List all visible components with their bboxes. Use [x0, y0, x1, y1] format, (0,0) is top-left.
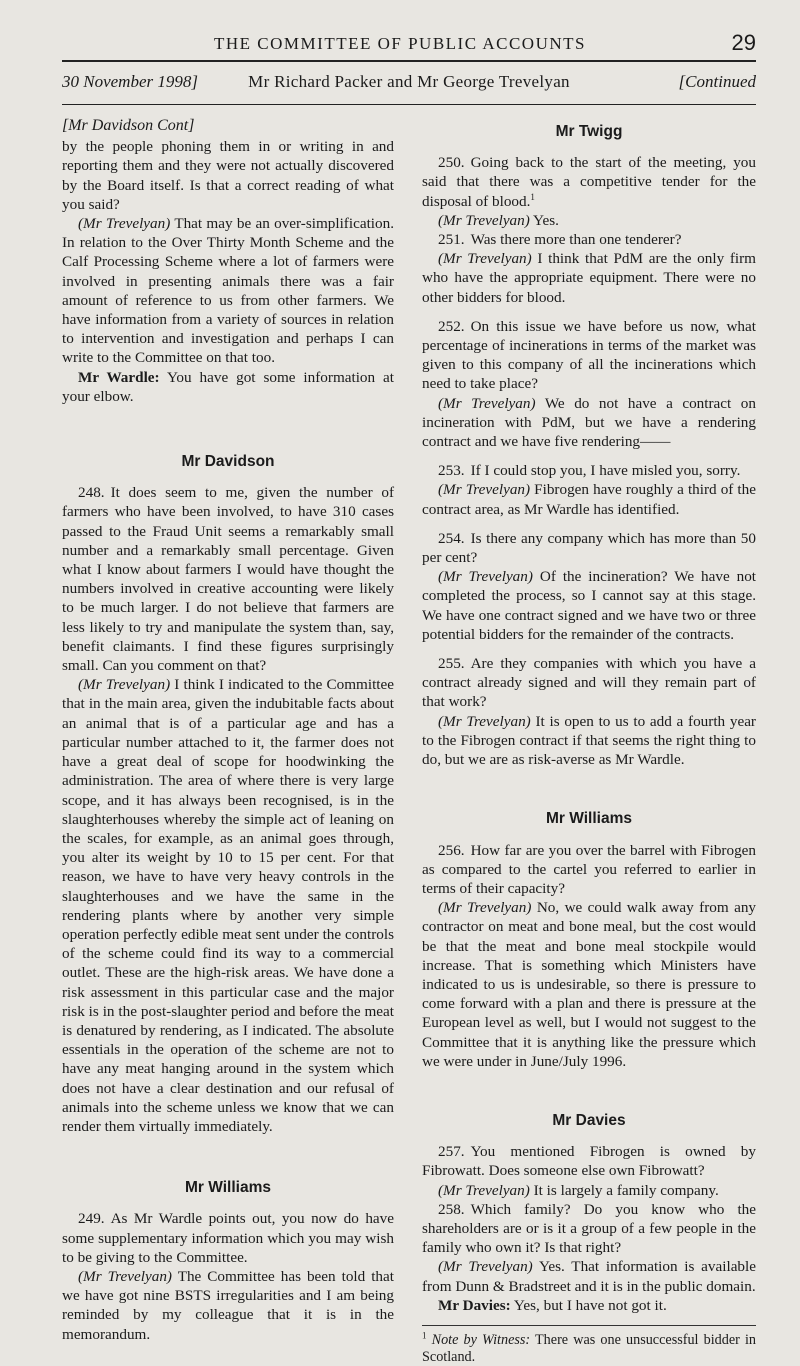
statement-paragraph: [422, 1296, 756, 1315]
question-text: On this issue we have before us now, what percentage of incinerations in terms of the market was given to this company of all the incinerations which need to take place?: [422, 317, 756, 393]
answer-paragraph: [422, 567, 756, 644]
footnote-rule: [422, 1325, 756, 1326]
answer-paragraph: [422, 1257, 756, 1295]
question-number: 252.: [438, 317, 465, 335]
answer-paragraph: [422, 898, 756, 1071]
question-paragraph: [422, 1142, 756, 1180]
session-date: 30 November 1998]: [62, 72, 198, 91]
answer-text: I think I indicated to the Committee that in the main area, given the indubitable facts about an animal that is of a particular age and has a particular number attached to it, the farmer does not have a great deal of scope for hoodwinking the administration. The area of where there is very large scope, and it has always been recognised, is in the slaughterhouses whereby the simple act of leaning on the scales, for example, as an animal goes through, you alter its weight by 10 to 15 per cent. For that reason, we have to have very heavy controls in the slaughterhouses and we have the same in the rendering plants where by another very simple operation perfectly edible meat sent under the controls of the scheme could find its way to a commercial outlet. These are the high-risk areas. We have done a risk assessment in this particular case and the major risk is in the post-slaughter period and before the meat is denatured by rendering, as I indicated. The absolute essentials in the operation of the scheme are not to have any meat hanging around in the system which does not have a clear destination and our refusal of animals into the scheme unless we know that we can render them virtually immediately.: [62, 676, 394, 1135]
speaker: (Mr Trevelyan): [438, 481, 531, 499]
question-number: 257.: [438, 1143, 465, 1161]
speaker: (Mr Trevelyan): [78, 1267, 172, 1285]
speaker: (Mr Trevelyan): [438, 568, 533, 586]
question-number: 258.: [438, 1200, 465, 1218]
continued-label: [Continued: [678, 72, 756, 91]
speaker: (Mr Trevelyan): [438, 899, 532, 917]
question-paragraph: [62, 1209, 394, 1267]
answer-text: It is largely a family company.: [533, 1181, 719, 1199]
speaker-heading: Mr Williams: [546, 810, 632, 828]
answer-text: Yes.: [533, 211, 559, 229]
question-number: 256.: [438, 841, 465, 859]
speaker: Mr Davies:: [438, 1296, 511, 1314]
answer-paragraph: [422, 249, 756, 307]
paragraph: by the people phoning them in or writing in and reporting them and they were not actually discovered by the Board itself. Is that a correct reading of what you said?: [62, 138, 394, 213]
speaker: (Mr Trevelyan): [78, 215, 171, 233]
speaker-heading: Mr Twigg: [555, 123, 623, 140]
answer-text: Fibrogen have roughly a third of the contract area, as Mr Wardle has identified.: [422, 481, 756, 518]
question-paragraph: [422, 461, 756, 480]
question-paragraph: [422, 230, 756, 249]
continuation-label: [Mr Davidson Cont]: [62, 117, 195, 134]
answer-text: That may be an over-simplification. In relation to the Over Thirty Month Scheme and the Calf Processing Scheme where a lot of farmers were involved in presenting animals there was a fair amount of reference to us from other farmers. We have information from a variety of sources in relation to intervention and investigation and perhaps I can write to the Committee on that too.: [62, 215, 394, 367]
speaker: (Mr Trevelyan): [438, 1181, 530, 1199]
question-number: 249.: [78, 1210, 105, 1228]
question-text: As Mr Wardle points out, you now do have some supplementary information which you may wish to be giving to the Committee.: [62, 1210, 394, 1266]
question-text: Going back to the start of the meeting, you said that there was a competitive tender for the disposal of blood.: [422, 154, 756, 210]
page-number: 29: [731, 30, 756, 55]
speaker: (Mr Trevelyan): [438, 1258, 533, 1276]
question-number: 248.: [78, 484, 105, 502]
answer-text: No, we could walk away from any contractor on meat and bone meal, but the cost would be that the meat and bone meal stockpile would increase. That is something which Ministers have indicated to us is undesirable, so there is pressure to come forward with a plan and there is pressure at the European level as well, but I would not suggest to the Committee that it is anything like the pressure which we were under in June/July 1996.: [422, 899, 757, 1070]
speaker-heading: Mr Davies: [552, 1111, 626, 1129]
answer-paragraph: [422, 211, 756, 230]
answer-paragraph: [422, 394, 756, 452]
speaker: Mr Wardle:: [78, 368, 160, 386]
footnote-label: Note by Witness:: [431, 1331, 531, 1348]
speaker: (Mr Trevelyan): [438, 211, 530, 229]
answer-paragraph: [422, 480, 756, 518]
question-number: 254.: [438, 529, 465, 547]
statement-paragraph: [62, 368, 394, 406]
question-text: Are they companies with which you have a contract already signed and will they remain part of that work?: [422, 655, 756, 711]
answer-paragraph: [422, 1181, 756, 1200]
question-number: 255.: [438, 655, 465, 673]
answer-text: The Committee has been told that we have got nine BSTS irregularities and I am being reminded by my colleague that it is in the memorandum.: [62, 1267, 394, 1343]
speaker: (Mr Trevelyan): [438, 394, 536, 412]
statement-text: You have got some information at your elbow.: [62, 368, 394, 405]
question-paragraph: [422, 1200, 756, 1258]
question-text: Was there more than one tenderer?: [470, 231, 682, 249]
answer-text: I think that PdM are the only firm who have the appropriate equipment. There were no other bidders for blood.: [422, 250, 756, 306]
statement-text: Yes, but I have not got it.: [513, 1296, 667, 1314]
question-text: Is there any company which has more than 50 per cent?: [422, 529, 756, 567]
footnote-marker: 1: [422, 1330, 427, 1341]
footnote-text: There was one unsuccessful bidder in Scotland.: [422, 1331, 757, 1365]
answer-text: Of the incineration? We have not completed the process, so I cannot say at this stage. We have one contract signed and we have two or three potential bidders for the remainder of the contracts.: [422, 568, 757, 643]
header-rule: [62, 60, 756, 62]
answer-text: It is open to us to add a fourth year to the Fibrogen contract if that seems the right thing to do, but we are as risk-averse as Mr Wardle.: [422, 712, 756, 769]
right-column: [422, 116, 756, 1366]
left-column: [62, 116, 394, 1344]
witness-header: [62, 72, 756, 98]
footnote: [422, 1332, 756, 1366]
question-number: 253.: [438, 462, 465, 480]
answer-paragraph: [62, 214, 394, 368]
answer-paragraph: [62, 1267, 394, 1344]
question-paragraph: [62, 483, 394, 675]
answer-text: Yes. That information is available from Dunn & Bradstreet and it is in the public domain.: [422, 1258, 756, 1295]
question-paragraph: [422, 529, 756, 567]
question-text: If I could stop you, I have misled you, sorry.: [470, 462, 741, 480]
answer-paragraph: [62, 675, 394, 1136]
question-number: 251.: [438, 231, 465, 249]
subheader-rule: [62, 104, 756, 105]
question-number: 250.: [438, 154, 465, 172]
running-title: THE COMMITTEE OF PUBLIC ACCOUNTS: [214, 34, 586, 53]
speaker-heading: Mr Davidson: [181, 453, 275, 471]
question-text: Which family? Do you know who the shareholders are or is it a group of a few people in the family who own it? Is that right?: [422, 1200, 756, 1257]
speaker: (Mr Trevelyan): [438, 712, 531, 730]
speaker-heading: Mr Williams: [185, 1179, 271, 1197]
question-text: How far are you over the barrel with Fibrogen as compared to the cartel you referred to earlier in terms of their capacity?: [422, 841, 756, 897]
witness-names: Mr Richard Packer and Mr George Trevelyan: [248, 72, 570, 91]
speaker: (Mr Trevelyan): [78, 676, 171, 694]
question-text: You mentioned Fibrogen is owned by Fibrowatt. Does someone else own Fibrowatt?: [422, 1143, 756, 1180]
question-paragraph: [422, 153, 756, 211]
question-text: It does seem to me, given the number of farmers who have been involved, to have 310 cases passed to the Fraud Unit seems a remarkably small number and a remarkably small percentage. Given what I know about farmers I would have thought the numbers involved in creative accounting were likely to be much larger. I do not believe that farmers are less likely to try and manipulate the system than, say, benefit claimants. I find these figures surprisingly small. Can you comment on that?: [62, 484, 394, 675]
footnote-marker: 1: [530, 191, 535, 202]
answer-paragraph: [422, 712, 756, 770]
question-paragraph: [422, 841, 756, 899]
answer-text: We do not have a contract on incineration with PdM, but we have a rendering contract and we have five rendering——: [422, 394, 756, 451]
speaker: (Mr Trevelyan): [438, 250, 532, 268]
question-paragraph: [422, 654, 756, 712]
question-paragraph: [422, 317, 756, 394]
